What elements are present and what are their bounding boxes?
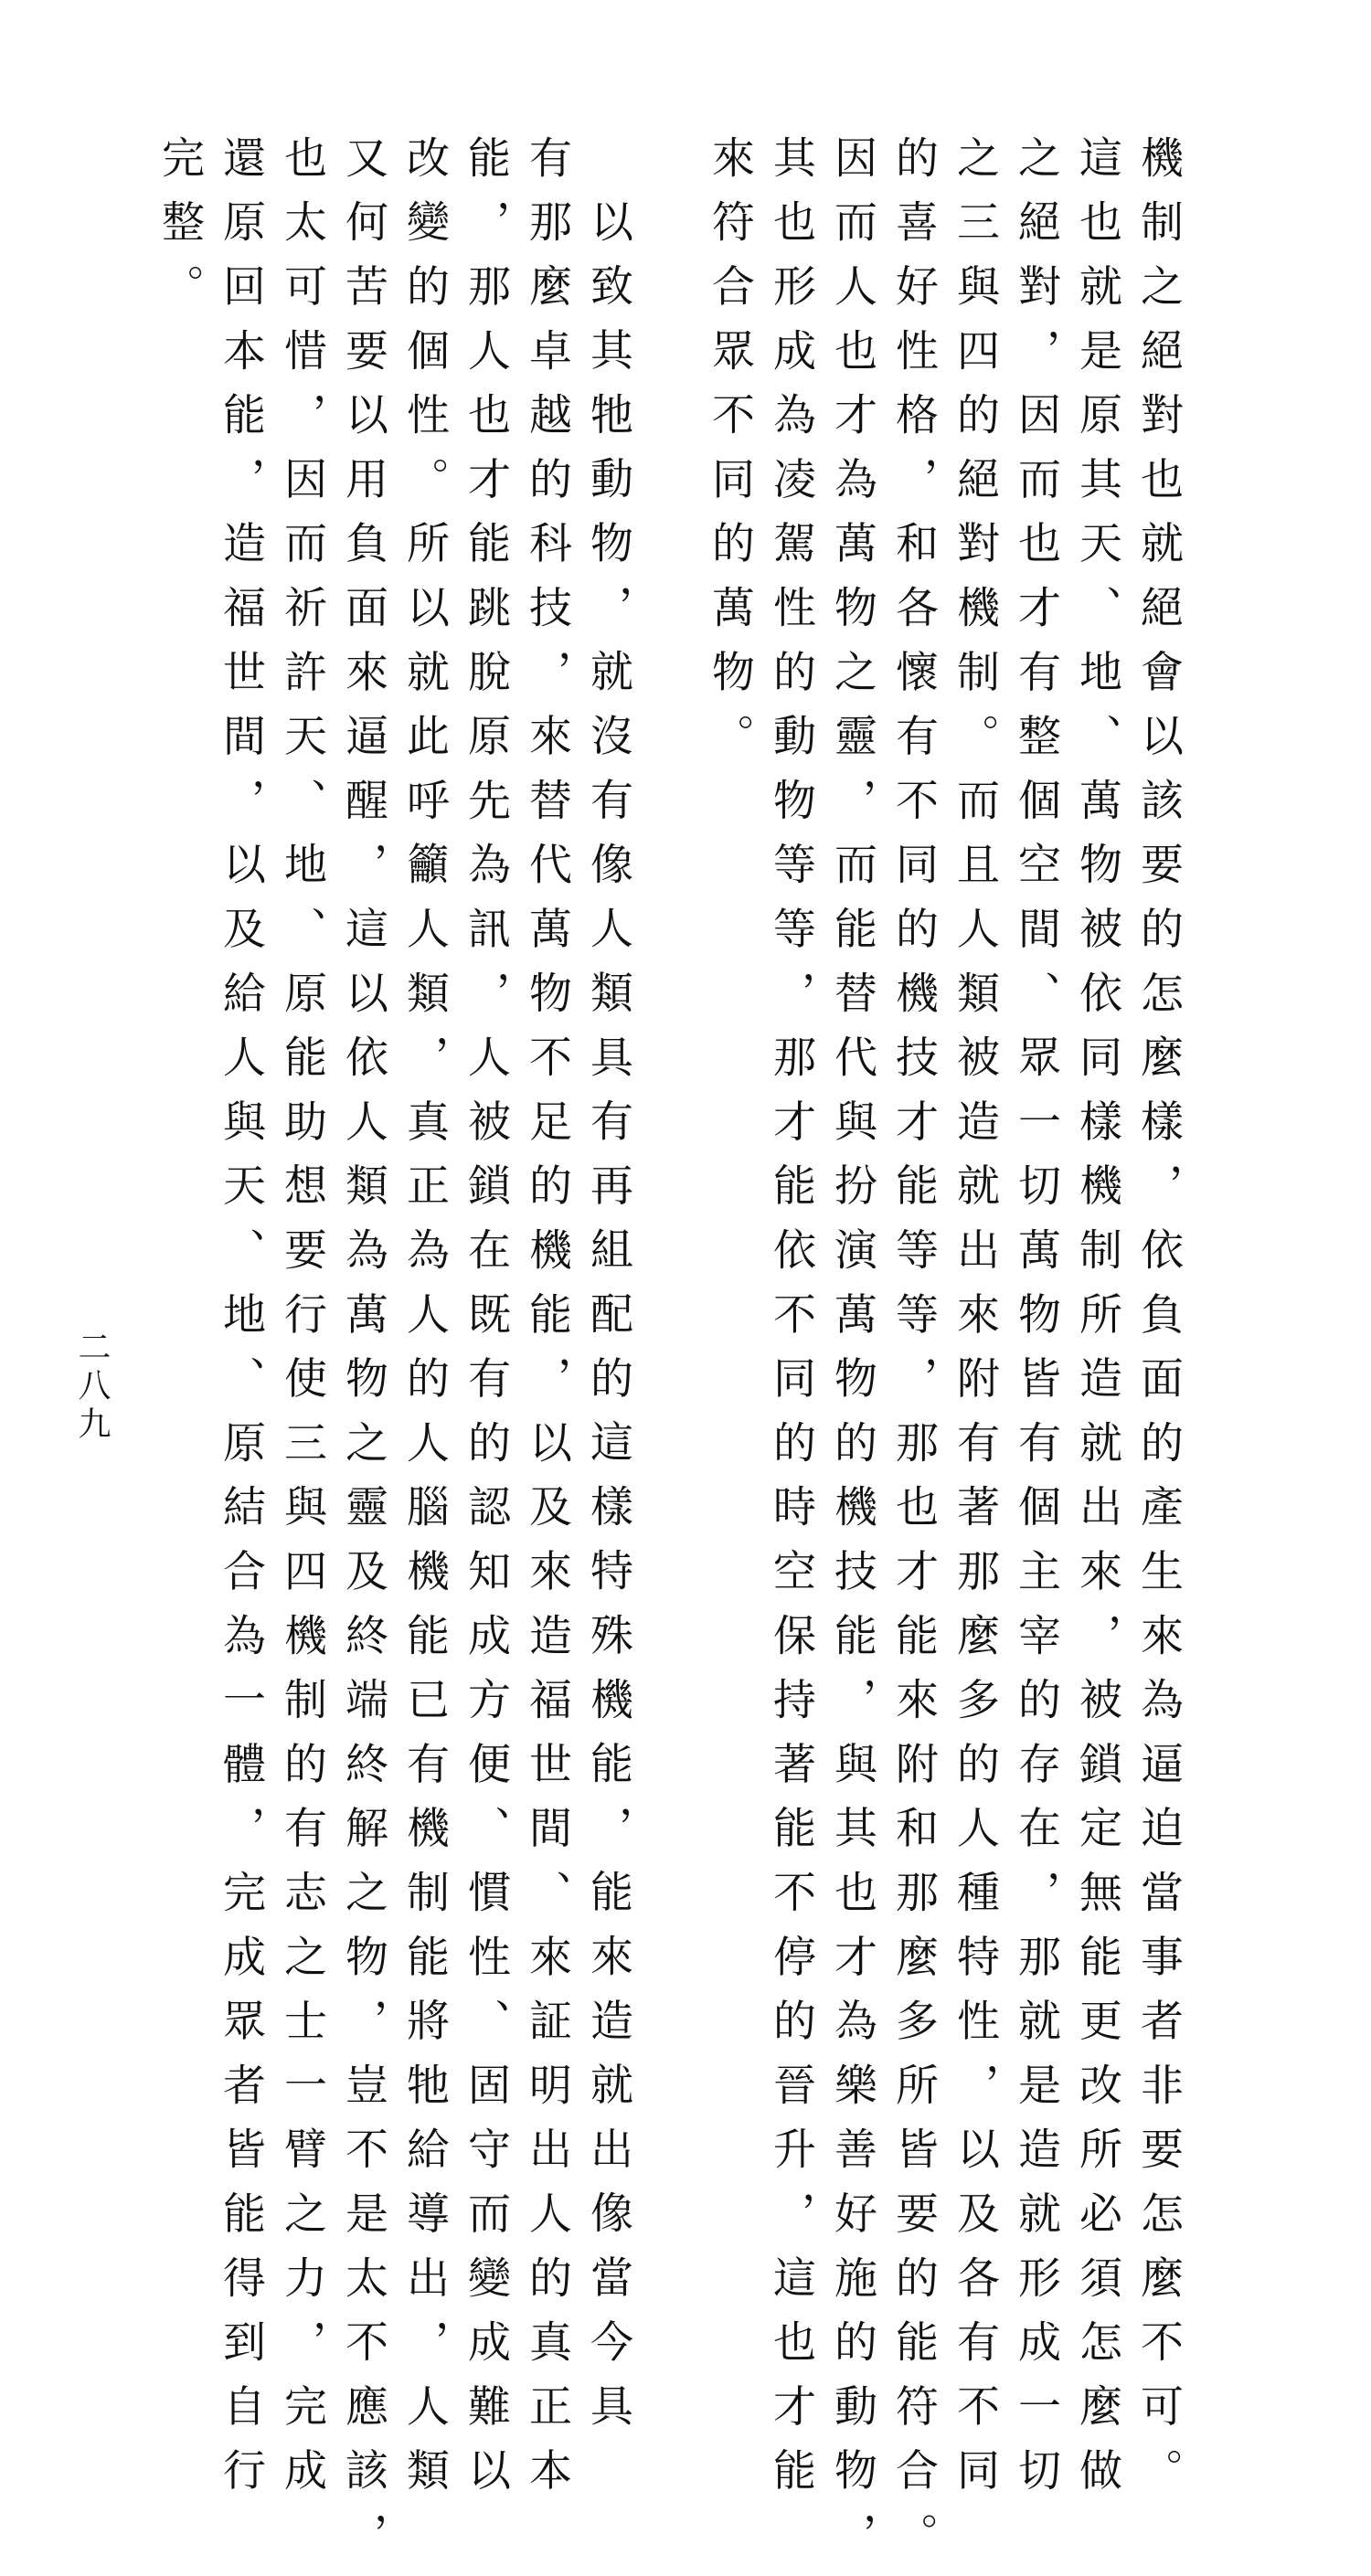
text-column-2: 這也就是原其天、地、萬物被依同樣機制所造就出來，被鎖定無能更改所必須怎麼做 [1072, 135, 1122, 2513]
text-column-4: 之三與四的絕對機制。而且人類被造就出來附有著那麼多的人種特性，以及各有不同 [950, 135, 1000, 2513]
text-column-15: 還原回本能，造福世間，以及給人與天、地、原結合為一體，完成眾者皆能得到自行 [216, 135, 266, 2513]
text-column-13: 又何苦要以用負面來逼醒，這以依人類為萬物之靈及終端終解之物，豈不是太不應該， [338, 135, 388, 2576]
text-column-8: 來符合眾不同的萬物。 [705, 135, 755, 778]
text-column-9: 以致其牠動物，就沒有像人類具有再組配的這樣特殊機能，能來造就出像當今具 [583, 199, 633, 2448]
text-column-11: 能，那人也才能跳脫原先為訊，人被鎖在既有的認知成方便、慣性、固守而變成難以 [461, 135, 511, 2513]
page-number: 二八九 [73, 1330, 111, 1445]
text-column-6: 因而人也才為萬物之靈，而能替代與扮演萬物的機技能，與其也才為樂善好施的動物， [827, 135, 877, 2576]
text-column-7: 其也形成為凌駕性的動物等等，那才能依不同的時空保持著能不停的晉升，這也才能 [766, 135, 816, 2513]
text-column-10: 有那麼卓越的科技，來替代萬物不足的機能，以及來造福世間、來証明出人的真正本 [522, 135, 572, 2513]
text-column-16: 完整。 [154, 135, 205, 328]
text-column-5: 的喜好性格，和各懷有不同的機技才能等等，那也才能來附和那麼多所皆要的能符合。 [888, 135, 939, 2576]
text-column-3: 之絕對，因而也才有整個空間、眾一切萬物皆有個主宰的存在，那就是造就形成一切 [1011, 135, 1061, 2513]
text-column-1: 機制之絕對也就絕會以該要的怎麼樣，依負面的產生來為逼迫當事者非要怎麼不可。 [1133, 135, 1184, 2513]
text-column-12: 改變的個性。所以就此呼籲人類，真正為人的人腦機能已有機制能將牠給導出，人類 [399, 135, 450, 2513]
text-column-14: 也太可惜，因而祈許天、地、原能助想要行使三與四機制的有志之士一臂之力，完成 [277, 135, 327, 2513]
